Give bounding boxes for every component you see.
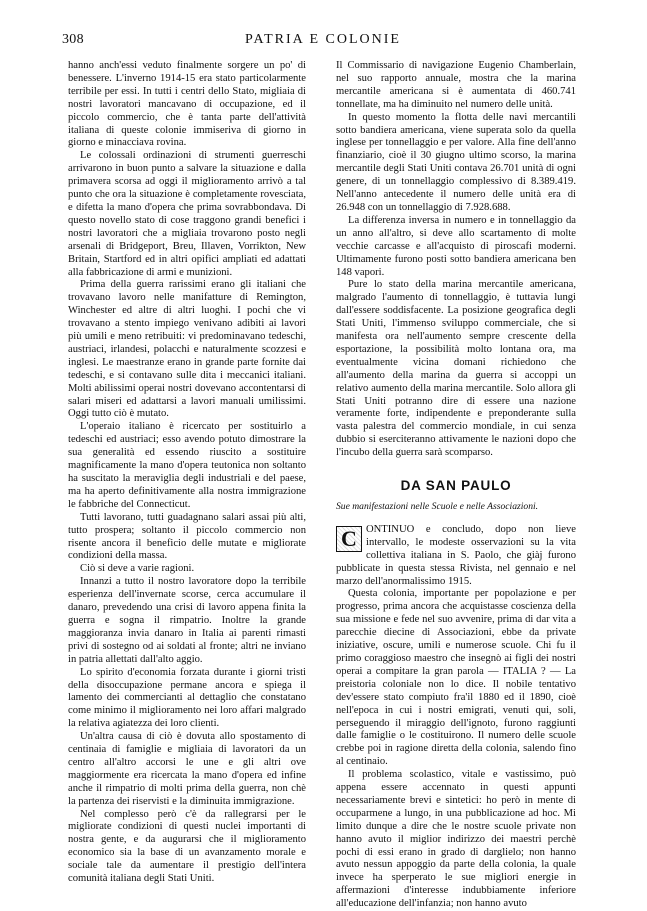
paragraph: Pure lo stato della marina mercantile americana, malgrado l'aumento di tonnellaggio, è tuttavia lungi dall'essere soddisfacente. La posizione geografica degli Stati Uniti, l'immenso sviluppo commerciale, che si manifesta ora nell'aumento sempre crescente della esportazione, la possibilità molto lontana ora, ma eventualmente vicina domani richiedono che all'aumento della marina da guerra si accoppi un relativo aumento della marina mercantile. Solo allora gli Stati Uniti potranno dire di essere una nazione veramente forte, indipendente e preponderante sulla vasta palestra del commercio mondiale, in cui senza dubbio si eserciteranno attivamente le nazioni dopo che l'incubo della guerra sarà scomparso. (336, 279, 576, 459)
paragraph: Lo spirito d'economia forzata durante i giorni tristi della disoccupazione permane ancora e spiega il lamento dei commercianti al dettaglio che constatano come minimo il miglioramento nei loro affari malgrado la relativa agiatezza dei loro clienti. (68, 666, 306, 730)
paragraph: In questo momento la flotta delle navi mercantili sotto bandiera americana, viene superata solo da quella inglese per tonnellaggio e per valore. Alla fine dell'anno finanziario, cioè il 30 giugno ultimo scorso, la marina mercantile degli Stati Uniti contava 26.701 unità di ogni genere, di un tonnellaggio complessivo di 8.389.419. Nell'anno antecedente il numero delle unità era di 26.948 con un tonnellaggio di 7.928.688. (336, 111, 576, 213)
paragraph: Tutti lavorano, tutti guadagnano salari assai più alti, tutto prospera; soltanto il piccolo commercio non risente ancora il beneficio delle mutate e migliorate condizioni della massa. (68, 511, 306, 562)
dropcap-paragraph-text: ONTINUO e concludo, dopo non lieve intervallo, le modeste osservazioni su la vita collettiva italiana in S. Paolo, che giàj furono pubblicate in questa stessa Rivista, nel gennaio e nel marzo dell'anormalissimo 1915. (336, 523, 576, 587)
paragraph: Il problema scolastico, vitale e vastissimo, può appena essere accennato in questi appunti necessariamente brevi e sintetici: ho però in mente di occuparmene a lungo, in una pubblicazione ad hoc. Mi limito dunque a dire che le nostre scuole private non hanno avuto il miglior indirizzo dei maestri perchè pochi di essi erano in grado di darglielo; non hanno avuto nessun appoggio da parte della colonia, la quale invece ha sperperato le sue migliori energie in affermazioni d'interesse indubbiamente inferiore all'educazione dell'infanzia; non hanno avuto (336, 769, 576, 910)
paragraph: Il Commissario di navigazione Eugenio Chamberlain, nel suo rapporto annuale, mostra che la marina mercantile americana si è aumentata di 460.741 tonnellate, ma ha diminuito nel numero delle unità. (336, 60, 576, 110)
paragraph: Le colossali ordinazioni di strumenti guerreschi arrivarono in buon punto a salvare la situazione e dalla primavera scorsa ad oggi il miglioramento arrivò a tal punto che ora la situazione è completamente rovesciata, e difetta la mano d'opera che prima sovrabbondava. Di questo novello stato di cose traggono grandi benefici i nostri lavoratori che a migliaia trovarono posto negli arsenali di Bridgeport, Breu, Illaven, Vorrikton, New Britain, Startford ed in altri opifici ampliati ed adattati alla fabbricazione di armi e munizioni. (68, 150, 306, 278)
paragraph: Questa colonia, importante per popolazione e per progresso, prima ancora che acquistasse coscienza della sua missione e fede nel suo avvenire, prima di dar vita a parecchie diecine di Associazioni, ebbe da private iniziative, oscure, umili e numerose scuole. Chi fu il primo coraggioso maestro che insegnò ai figli dei nostri operai a compitare la gran parola — ITALIA ? — La preistoria coloniale non lo dice. Il nobile tentativo dev'essere stato compiuto fra'il 1880 ed il 1890, cioè nell'epoca in cui i nostri emigrati, venuti qui, soli, perseguendo il miraggio dell'ignoto, furono raggiunti dalle famiglie o le costituirono. Il numero delle scuole crebbe poi in ragione diretta della colonia, salendo fino al centinaio. (336, 588, 576, 768)
dropcap-paragraph (336, 524, 576, 589)
paragraph: Un'altra causa di ciò è dovuta allo spostamento di centinaia di famiglie e migliaia di lavoratori da un centro all'altro accorsi le une e gli altri ove maggiormente era ricercata la mano d'opera ed infine anche il rimpatrio di molti prima della guerra, non chè la partenza dei riservisti e la diminuita immigrazione. (68, 731, 306, 807)
paragraph: Innanzi a tutto il nostro lavoratore dopo la terribile esperienza dell'invernate scorse, cerca accumulare il danaro, prevedendo una crisi di lavoro appena finita la guerra e sogna il rimpatrio. Inoltre la grande maggioranza invia danaro in Italia ai parenti rimasti privi di sostegno od ai soldati al fronte; altri ne inviano in patria allettati dall'alto aggio. (68, 576, 306, 665)
paragraph: Nel complesso però c'è da rallegrarsi per le migliorate condizioni di questi nuclei importanti di nostra gente, e da augurarsi che il miglioramento economico sia la base di un avanzamento morale e sociale tale da aumentare il prestigio dell'intera comunità italiana degli Stati Uniti. (68, 808, 306, 885)
paragraph: Ciò si deve a varie ragioni. (80, 563, 195, 575)
paragraph: Prima della guerra rarissimi erano gli italiani che trovavano lavoro nelle manifatture di Remington, Winchester ed altre di altri luoghi. I pochi che vi trovavano a stento impiego venivano adibiti ai lavori più umili e meno retribuiti: vi predominavano tedeschi, austriaci, irlandesi, polacchi e naturalmente scozzesi e inglesi. Le maestranze erano in grande parte fornite dai tedeschi, e si contavano sulle dita i meccanici italiani. Molti abilissimi operai nostri dovevano accontentarsi di salari miseri ed adattarsi a lavori manuali umilissimi. Oggi tutto ciò è mutato. (68, 279, 306, 420)
dropcap-letter: C (336, 526, 362, 552)
section-subtitle: Sue manifestazioni nelle Scuole e nelle Associazioni. (336, 501, 539, 512)
right-column (336, 60, 576, 911)
running-title: PATRIA E COLONIE (245, 32, 401, 47)
paragraph: hanno anch'essi veduto finalmente sorgere un po' di benessere. L'inverno 1914-15 era stato particolarmente terribile per essi. In tutti i centri dello Stato, migliaia di nostri lavoratori mancavano di occupazione, ed il piccolo commercio, che è tanta parte dell'attività italiana di queste colonie immiseriva di giorno in giorno e minacciava rovina. (68, 60, 306, 149)
paragraph: L'operaio italiano è ricercato per sostituirlo a tedeschi ed austriaci; esso avendo potuto dimostrare la sua generalità ed essendo riuscito a sostituire magnificamente la mano d'opera teutonica non soltanto ha suscitato la meraviglia degli industriali e del paese, ma ha aperto definitivamente alla nostra immigrazione le fabbriche del Connecticut. (68, 421, 306, 510)
paragraph: La differenza inversa in numero e in tonnellaggio da un anno all'altro, si deve allo scartamento di molte vecchie carcasse e all'acquisto di piroscafi moderni. Ultimamente furono posti sotto bandiera americana ben 148 vapori. (336, 214, 576, 278)
page-header (62, 32, 584, 52)
left-column (68, 60, 306, 886)
page-number: 308 (62, 32, 84, 47)
section-title: DA SAN PAULO (400, 478, 512, 494)
